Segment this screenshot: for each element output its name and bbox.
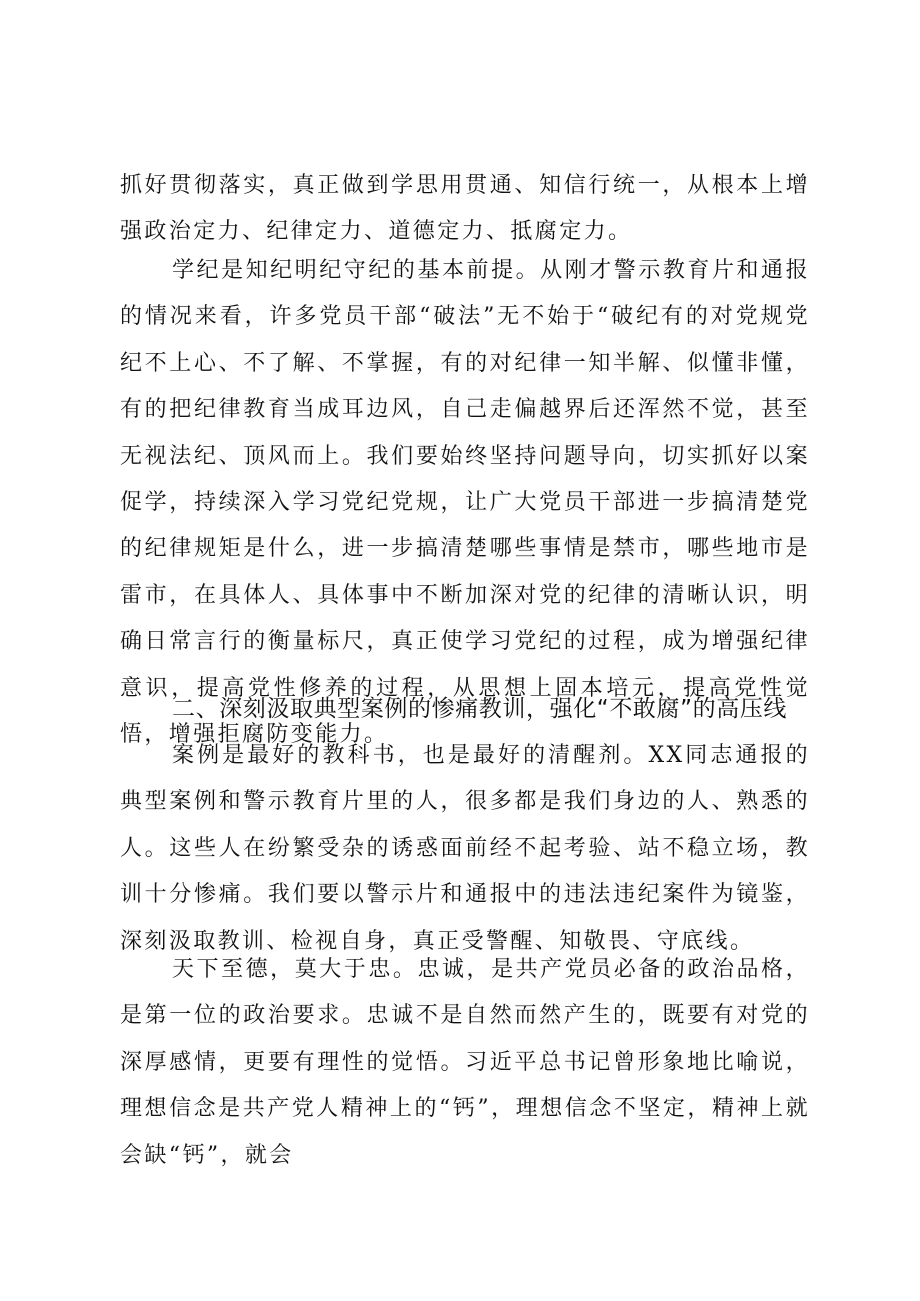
section-heading: 二、深刻汲取典型案例的惨痛教训，强化“不敢腐”的高压线 [172,696,788,722]
body-paragraph: 抓好贯彻落实，真正做到学思用贯通、知信行统一，从根本上增强政治定力、纪律定力、道德定力、抵腐定力。 [120,173,810,245]
body-paragraph: 学纪是知纪明纪守纪的基本前提。从刚才警示教育片和通报的情况来看，许多党员干部“破法”无不始于“破纪有的对党规党纪不上心、不了解、不掌握，有的对纪律一知半解、似懂非懂，有的把纪律教育当成耳边风，自己走偏越界后还浑然不觉，甚至无视法纪、顶风而上。我们要始终坚持问题导向，切实抓好以案促学，持续深入学习党纪党规，让广大党员干部进一步搞清楚党的纪律规矩是什么，进一步搞清楚哪些事情是禁市，哪些地市是雷市，在具体人、具体事中不断加深对党的纪律的清晰认识，明确日常言行的衡量标尺，真正使学习党纪的过程，成为增强纪律意识，提高党性修养的过程，从思想上固本培元，提高党性觉悟，增强拒腐防变能力。 [120,258,810,748]
body-paragraph: 案例是最好的教科书，也是最好的清醒剂。XX同志通报的典型案例和警示教育片里的人，很多都是我们身边的人、熟悉的人。这些人在纷繁受杂的诱惑面前经不起考验、站不稳立场，教训十分惨痛。我们要以警示片和通报中的违法违纪案件为镜鉴，深刻汲取教训、检视自身，真正受警醒、知敬畏、守底线。 [120,743,810,954]
body-paragraph: 天下至德，莫大于忠。忠诚，是共产党员必备的政治品格，是第一位的政治要求。忠诚不是自然而然产生的，既要有对党的深厚感情，更要有理性的觉悟。习近平总书记曾形象地比喻说，理想信念是共产党人精神上的“钙”，理想信念不坚定，精神上就会缺“钙”，就会 [120,957,810,1168]
